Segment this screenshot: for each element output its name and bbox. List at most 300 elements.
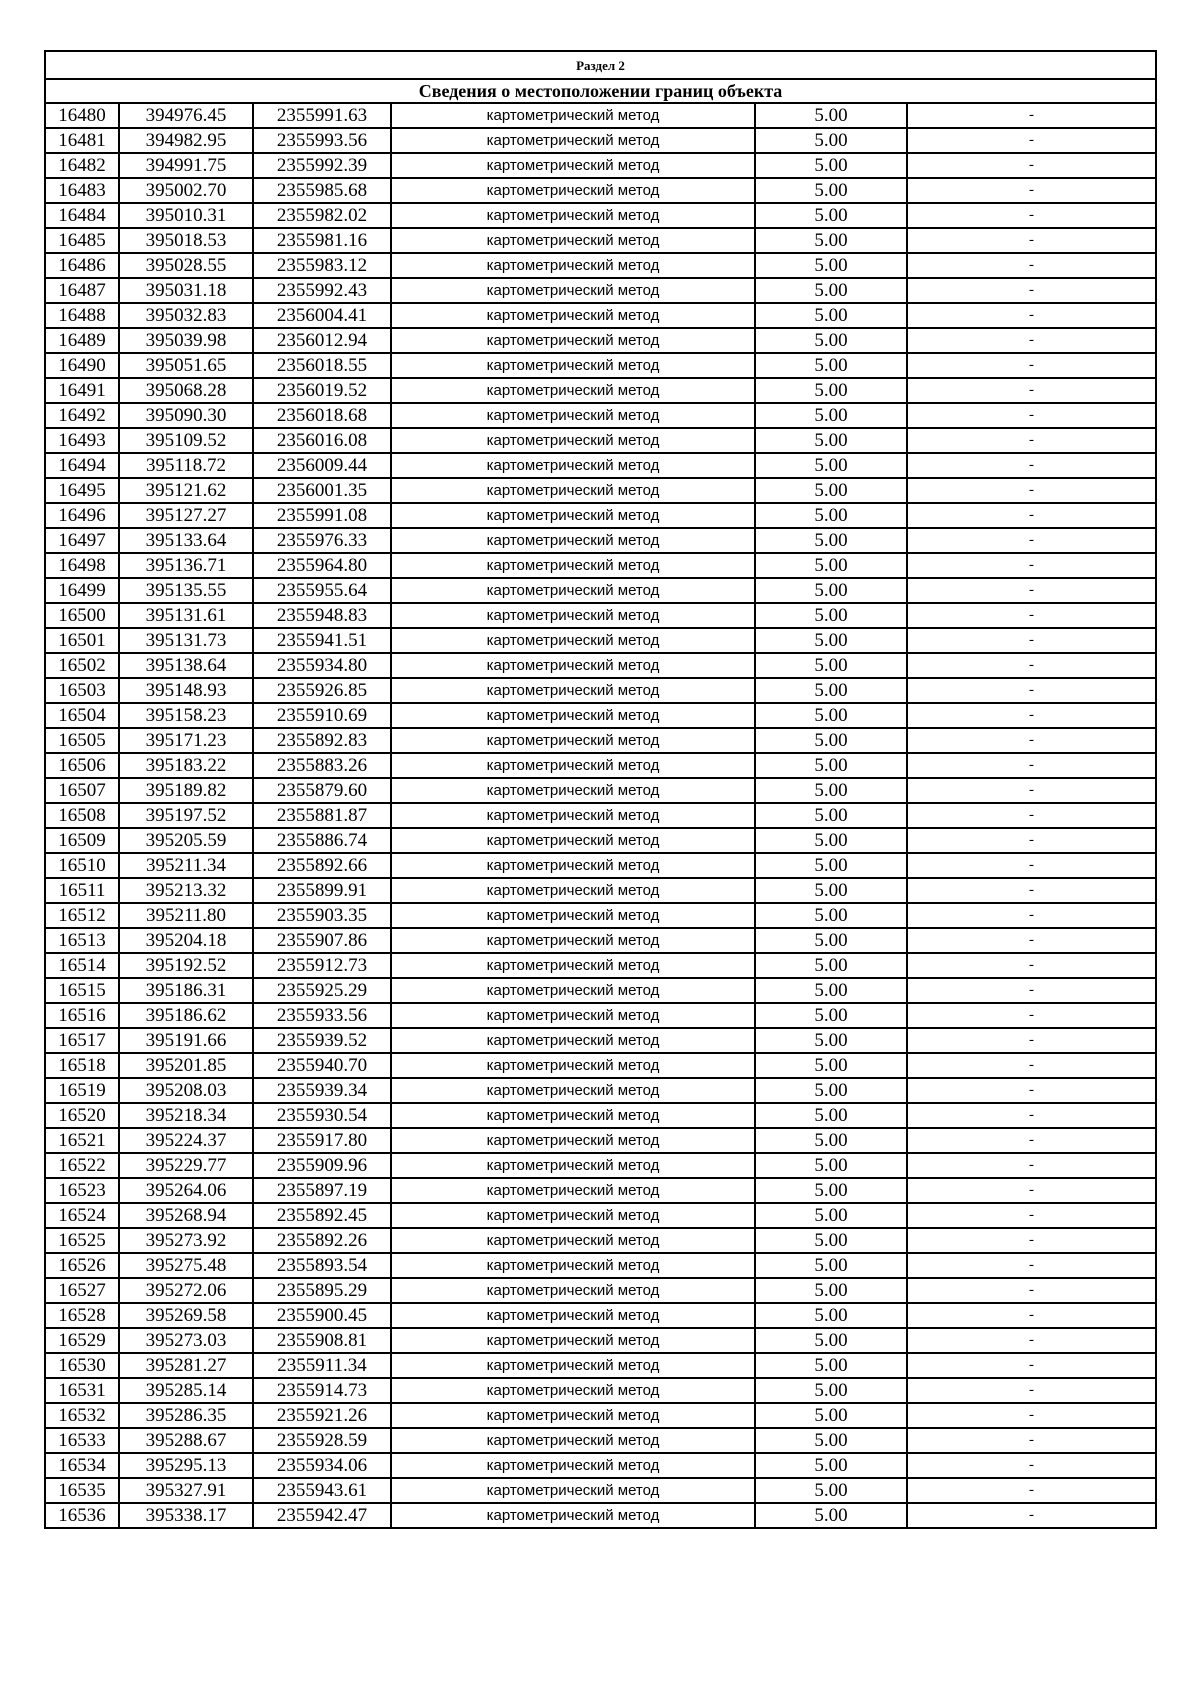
point-number-cell: 16524 <box>45 1203 119 1228</box>
point-number-cell: 16488 <box>45 303 119 328</box>
point-number-cell: 16494 <box>45 453 119 478</box>
point-number-cell: 16509 <box>45 828 119 853</box>
method-cell: картометрический метод <box>391 878 755 903</box>
y-coordinate-cell: 2355992.39 <box>253 153 391 178</box>
x-coordinate-cell: 395031.18 <box>119 278 253 303</box>
table-row <box>45 253 1156 278</box>
point-number-cell: 16518 <box>45 1053 119 1078</box>
point-number-cell: 16536 <box>45 1503 119 1528</box>
x-coordinate-cell: 395090.30 <box>119 403 253 428</box>
y-coordinate-cell: 2355993.56 <box>253 128 391 153</box>
note-cell: - <box>907 1003 1156 1028</box>
y-coordinate-cell: 2355943.61 <box>253 1478 391 1503</box>
y-coordinate-cell: 2355907.86 <box>253 928 391 953</box>
point-number-cell: 16486 <box>45 253 119 278</box>
x-coordinate-cell: 395201.85 <box>119 1053 253 1078</box>
note-cell: - <box>907 1453 1156 1478</box>
y-coordinate-cell: 2355909.96 <box>253 1153 391 1178</box>
table-title: Сведения о местоположении границ объекта <box>45 79 1156 103</box>
table-row <box>45 1328 1156 1353</box>
table-title-row <box>45 79 1156 103</box>
method-cell: картометрический метод <box>391 1178 755 1203</box>
y-coordinate-cell: 2355881.87 <box>253 803 391 828</box>
method-cell: картометрический метод <box>391 753 755 778</box>
table-row <box>45 1303 1156 1328</box>
note-cell: - <box>907 1278 1156 1303</box>
table-row <box>45 1053 1156 1078</box>
accuracy-cell: 5.00 <box>755 628 907 653</box>
y-coordinate-cell: 2355892.66 <box>253 853 391 878</box>
accuracy-cell: 5.00 <box>755 1428 907 1453</box>
table-row <box>45 1203 1156 1228</box>
accuracy-cell: 5.00 <box>755 378 907 403</box>
x-coordinate-cell: 395032.83 <box>119 303 253 328</box>
x-coordinate-cell: 395218.34 <box>119 1103 253 1128</box>
accuracy-cell: 5.00 <box>755 403 907 428</box>
point-number-cell: 16481 <box>45 128 119 153</box>
y-coordinate-cell: 2356019.52 <box>253 378 391 403</box>
x-coordinate-cell: 395281.27 <box>119 1353 253 1378</box>
method-cell: картометрический метод <box>391 553 755 578</box>
method-cell: картометрический метод <box>391 1028 755 1053</box>
x-coordinate-cell: 395135.55 <box>119 578 253 603</box>
table-row <box>45 1503 1156 1528</box>
point-number-cell: 16493 <box>45 428 119 453</box>
table-row <box>45 1253 1156 1278</box>
table-row <box>45 153 1156 178</box>
table-row <box>45 478 1156 503</box>
note-cell: - <box>907 253 1156 278</box>
accuracy-cell: 5.00 <box>755 1478 907 1503</box>
table-row <box>45 953 1156 978</box>
point-number-cell: 16480 <box>45 103 119 128</box>
y-coordinate-cell: 2356009.44 <box>253 453 391 478</box>
point-number-cell: 16517 <box>45 1028 119 1053</box>
x-coordinate-cell: 395136.71 <box>119 553 253 578</box>
accuracy-cell: 5.00 <box>755 1353 907 1378</box>
note-cell: - <box>907 778 1156 803</box>
accuracy-cell: 5.00 <box>755 478 907 503</box>
x-coordinate-cell: 395183.22 <box>119 753 253 778</box>
note-cell: - <box>907 928 1156 953</box>
y-coordinate-cell: 2355939.52 <box>253 1028 391 1053</box>
x-coordinate-cell: 395118.72 <box>119 453 253 478</box>
y-coordinate-cell: 2355897.19 <box>253 1178 391 1203</box>
y-coordinate-cell: 2355917.80 <box>253 1128 391 1153</box>
point-number-cell: 16505 <box>45 728 119 753</box>
method-cell: картометрический метод <box>391 1103 755 1128</box>
table-row <box>45 978 1156 1003</box>
point-number-cell: 16534 <box>45 1453 119 1478</box>
method-cell: картометрический метод <box>391 278 755 303</box>
point-number-cell: 16501 <box>45 628 119 653</box>
method-cell: картометрический метод <box>391 928 755 953</box>
method-cell: картометрический метод <box>391 1228 755 1253</box>
x-coordinate-cell: 395264.06 <box>119 1178 253 1203</box>
point-number-cell: 16513 <box>45 928 119 953</box>
point-number-cell: 16529 <box>45 1328 119 1353</box>
note-cell: - <box>907 903 1156 928</box>
table-row <box>45 1153 1156 1178</box>
method-cell: картометрический метод <box>391 253 755 278</box>
accuracy-cell: 5.00 <box>755 253 907 278</box>
table-row <box>45 1103 1156 1128</box>
accuracy-cell: 5.00 <box>755 1228 907 1253</box>
table-row <box>45 128 1156 153</box>
y-coordinate-cell: 2355930.54 <box>253 1103 391 1128</box>
accuracy-cell: 5.00 <box>755 1053 907 1078</box>
point-number-cell: 16484 <box>45 203 119 228</box>
x-coordinate-cell: 395039.98 <box>119 328 253 353</box>
note-cell: - <box>907 403 1156 428</box>
y-coordinate-cell: 2355939.34 <box>253 1078 391 1103</box>
table-row <box>45 1003 1156 1028</box>
y-coordinate-cell: 2355940.70 <box>253 1053 391 1078</box>
method-cell: картометрический метод <box>391 803 755 828</box>
table-row <box>45 803 1156 828</box>
y-coordinate-cell: 2355899.91 <box>253 878 391 903</box>
method-cell: картометрический метод <box>391 853 755 878</box>
y-coordinate-cell: 2355985.68 <box>253 178 391 203</box>
note-cell: - <box>907 578 1156 603</box>
method-cell: картометрический метод <box>391 1378 755 1403</box>
method-cell: картометрический метод <box>391 478 755 503</box>
table-row <box>45 1428 1156 1453</box>
accuracy-cell: 5.00 <box>755 953 907 978</box>
accuracy-cell: 5.00 <box>755 528 907 553</box>
accuracy-cell: 5.00 <box>755 153 907 178</box>
y-coordinate-cell: 2355955.64 <box>253 578 391 603</box>
note-cell: - <box>907 853 1156 878</box>
accuracy-cell: 5.00 <box>755 678 907 703</box>
x-coordinate-cell: 395295.13 <box>119 1453 253 1478</box>
note-cell: - <box>907 728 1156 753</box>
note-cell: - <box>907 453 1156 478</box>
point-number-cell: 16532 <box>45 1403 119 1428</box>
point-number-cell: 16491 <box>45 378 119 403</box>
x-coordinate-cell: 395197.52 <box>119 803 253 828</box>
table-row <box>45 1078 1156 1103</box>
x-coordinate-cell: 395211.34 <box>119 853 253 878</box>
point-number-cell: 16482 <box>45 153 119 178</box>
point-number-cell: 16522 <box>45 1153 119 1178</box>
x-coordinate-cell: 395131.73 <box>119 628 253 653</box>
y-coordinate-cell: 2355942.47 <box>253 1503 391 1528</box>
note-cell: - <box>907 178 1156 203</box>
y-coordinate-cell: 2356001.35 <box>253 478 391 503</box>
point-number-cell: 16528 <box>45 1303 119 1328</box>
table-row <box>45 1403 1156 1428</box>
y-coordinate-cell: 2355892.26 <box>253 1228 391 1253</box>
y-coordinate-cell: 2355900.45 <box>253 1303 391 1328</box>
accuracy-cell: 5.00 <box>755 128 907 153</box>
x-coordinate-cell: 395211.80 <box>119 903 253 928</box>
y-coordinate-cell: 2355933.56 <box>253 1003 391 1028</box>
method-cell: картометрический метод <box>391 1278 755 1303</box>
note-cell: - <box>907 1428 1156 1453</box>
accuracy-cell: 5.00 <box>755 103 907 128</box>
note-cell: - <box>907 228 1156 253</box>
x-coordinate-cell: 395272.06 <box>119 1278 253 1303</box>
accuracy-cell: 5.00 <box>755 1128 907 1153</box>
document-page <box>44 50 1155 1529</box>
method-cell: картометрический метод <box>391 1253 755 1278</box>
y-coordinate-cell: 2355912.73 <box>253 953 391 978</box>
method-cell: картометрический метод <box>391 128 755 153</box>
method-cell: картометрический метод <box>391 228 755 253</box>
point-number-cell: 16502 <box>45 653 119 678</box>
accuracy-cell: 5.00 <box>755 1278 907 1303</box>
note-cell: - <box>907 1128 1156 1153</box>
accuracy-cell: 5.00 <box>755 1453 907 1478</box>
section-header-row <box>45 51 1156 79</box>
method-cell: картометрический метод <box>391 628 755 653</box>
x-coordinate-cell: 395338.17 <box>119 1503 253 1528</box>
accuracy-cell: 5.00 <box>755 303 907 328</box>
note-cell: - <box>907 653 1156 678</box>
table-row <box>45 778 1156 803</box>
point-number-cell: 16527 <box>45 1278 119 1303</box>
table-row <box>45 603 1156 628</box>
note-cell: - <box>907 703 1156 728</box>
x-coordinate-cell: 395189.82 <box>119 778 253 803</box>
method-cell: картометрический метод <box>391 153 755 178</box>
method-cell: картометрический метод <box>391 1478 755 1503</box>
method-cell: картометрический метод <box>391 653 755 678</box>
y-coordinate-cell: 2355914.73 <box>253 1378 391 1403</box>
table-row <box>45 678 1156 703</box>
x-coordinate-cell: 395273.03 <box>119 1328 253 1353</box>
point-number-cell: 16495 <box>45 478 119 503</box>
note-cell: - <box>907 953 1156 978</box>
x-coordinate-cell: 395191.66 <box>119 1028 253 1053</box>
note-cell: - <box>907 1178 1156 1203</box>
method-cell: картометрический метод <box>391 1203 755 1228</box>
y-coordinate-cell: 2355941.51 <box>253 628 391 653</box>
note-cell: - <box>907 553 1156 578</box>
accuracy-cell: 5.00 <box>755 928 907 953</box>
note-cell: - <box>907 1053 1156 1078</box>
table-row <box>45 378 1156 403</box>
x-coordinate-cell: 395068.28 <box>119 378 253 403</box>
method-cell: картометрический метод <box>391 903 755 928</box>
note-cell: - <box>907 103 1156 128</box>
table-row <box>45 1478 1156 1503</box>
method-cell: картометрический метод <box>391 1128 755 1153</box>
x-coordinate-cell: 395205.59 <box>119 828 253 853</box>
note-cell: - <box>907 353 1156 378</box>
y-coordinate-cell: 2355976.33 <box>253 528 391 553</box>
point-number-cell: 16483 <box>45 178 119 203</box>
note-cell: - <box>907 478 1156 503</box>
accuracy-cell: 5.00 <box>755 503 907 528</box>
note-cell: - <box>907 203 1156 228</box>
table-row <box>45 228 1156 253</box>
accuracy-cell: 5.00 <box>755 828 907 853</box>
method-cell: картометрический метод <box>391 828 755 853</box>
boundary-coordinates-table <box>44 50 1157 1529</box>
method-cell: картометрический метод <box>391 1428 755 1453</box>
y-coordinate-cell: 2355892.45 <box>253 1203 391 1228</box>
x-coordinate-cell: 395109.52 <box>119 428 253 453</box>
note-cell: - <box>907 1078 1156 1103</box>
accuracy-cell: 5.00 <box>755 703 907 728</box>
note-cell: - <box>907 828 1156 853</box>
accuracy-cell: 5.00 <box>755 1503 907 1528</box>
note-cell: - <box>907 1403 1156 1428</box>
accuracy-cell: 5.00 <box>755 428 907 453</box>
accuracy-cell: 5.00 <box>755 1153 907 1178</box>
point-number-cell: 16519 <box>45 1078 119 1103</box>
x-coordinate-cell: 395208.03 <box>119 1078 253 1103</box>
note-cell: - <box>907 603 1156 628</box>
accuracy-cell: 5.00 <box>755 728 907 753</box>
table-row <box>45 103 1156 128</box>
accuracy-cell: 5.00 <box>755 1028 907 1053</box>
note-cell: - <box>907 1253 1156 1278</box>
method-cell: картометрический метод <box>391 378 755 403</box>
point-number-cell: 16535 <box>45 1478 119 1503</box>
point-number-cell: 16506 <box>45 753 119 778</box>
point-number-cell: 16489 <box>45 328 119 353</box>
table-row <box>45 428 1156 453</box>
note-cell: - <box>907 753 1156 778</box>
point-number-cell: 16523 <box>45 1178 119 1203</box>
x-coordinate-cell: 395127.27 <box>119 503 253 528</box>
table-row <box>45 1278 1156 1303</box>
x-coordinate-cell: 395010.31 <box>119 203 253 228</box>
accuracy-cell: 5.00 <box>755 453 907 478</box>
note-cell: - <box>907 153 1156 178</box>
y-coordinate-cell: 2355992.43 <box>253 278 391 303</box>
method-cell: картометрический метод <box>391 728 755 753</box>
y-coordinate-cell: 2355895.29 <box>253 1278 391 1303</box>
method-cell: картометрический метод <box>391 703 755 728</box>
method-cell: картометрический метод <box>391 778 755 803</box>
point-number-cell: 16512 <box>45 903 119 928</box>
note-cell: - <box>907 803 1156 828</box>
note-cell: - <box>907 1503 1156 1528</box>
x-coordinate-cell: 395133.64 <box>119 528 253 553</box>
point-number-cell: 16487 <box>45 278 119 303</box>
point-number-cell: 16533 <box>45 1428 119 1453</box>
method-cell: картометрический метод <box>391 1053 755 1078</box>
table-row <box>45 1178 1156 1203</box>
point-number-cell: 16496 <box>45 503 119 528</box>
method-cell: картометрический метод <box>391 453 755 478</box>
accuracy-cell: 5.00 <box>755 653 907 678</box>
y-coordinate-cell: 2355991.08 <box>253 503 391 528</box>
x-coordinate-cell: 395273.92 <box>119 1228 253 1253</box>
x-coordinate-cell: 395269.58 <box>119 1303 253 1328</box>
table-row <box>45 303 1156 328</box>
x-coordinate-cell: 394991.75 <box>119 153 253 178</box>
method-cell: картометрический метод <box>391 203 755 228</box>
table-row <box>45 453 1156 478</box>
y-coordinate-cell: 2355928.59 <box>253 1428 391 1453</box>
method-cell: картометрический метод <box>391 978 755 1003</box>
point-number-cell: 16508 <box>45 803 119 828</box>
point-number-cell: 16507 <box>45 778 119 803</box>
method-cell: картометрический метод <box>391 1303 755 1328</box>
table-row <box>45 1353 1156 1378</box>
y-coordinate-cell: 2355883.26 <box>253 753 391 778</box>
note-cell: - <box>907 878 1156 903</box>
method-cell: картометрический метод <box>391 353 755 378</box>
accuracy-cell: 5.00 <box>755 1378 907 1403</box>
note-cell: - <box>907 303 1156 328</box>
table-row <box>45 903 1156 928</box>
x-coordinate-cell: 395148.93 <box>119 678 253 703</box>
method-cell: картометрический метод <box>391 403 755 428</box>
y-coordinate-cell: 2355921.26 <box>253 1403 391 1428</box>
accuracy-cell: 5.00 <box>755 853 907 878</box>
x-coordinate-cell: 395158.23 <box>119 703 253 728</box>
table-row <box>45 278 1156 303</box>
accuracy-cell: 5.00 <box>755 778 907 803</box>
y-coordinate-cell: 2355911.34 <box>253 1353 391 1378</box>
accuracy-cell: 5.00 <box>755 903 907 928</box>
x-coordinate-cell: 395171.23 <box>119 728 253 753</box>
y-coordinate-cell: 2355886.74 <box>253 828 391 853</box>
x-coordinate-cell: 395028.55 <box>119 253 253 278</box>
y-coordinate-cell: 2355964.80 <box>253 553 391 578</box>
method-cell: картометрический метод <box>391 328 755 353</box>
table-row <box>45 703 1156 728</box>
point-number-cell: 16499 <box>45 578 119 603</box>
table-row <box>45 653 1156 678</box>
accuracy-cell: 5.00 <box>755 353 907 378</box>
y-coordinate-cell: 2355981.16 <box>253 228 391 253</box>
y-coordinate-cell: 2355893.54 <box>253 1253 391 1278</box>
x-coordinate-cell: 395327.91 <box>119 1478 253 1503</box>
x-coordinate-cell: 395051.65 <box>119 353 253 378</box>
y-coordinate-cell: 2355910.69 <box>253 703 391 728</box>
point-number-cell: 16492 <box>45 403 119 428</box>
y-coordinate-cell: 2356012.94 <box>253 328 391 353</box>
accuracy-cell: 5.00 <box>755 1103 907 1128</box>
accuracy-cell: 5.00 <box>755 553 907 578</box>
accuracy-cell: 5.00 <box>755 1203 907 1228</box>
note-cell: - <box>907 503 1156 528</box>
y-coordinate-cell: 2355908.81 <box>253 1328 391 1353</box>
note-cell: - <box>907 328 1156 353</box>
accuracy-cell: 5.00 <box>755 1078 907 1103</box>
table-row <box>45 553 1156 578</box>
x-coordinate-cell: 395285.14 <box>119 1378 253 1403</box>
point-number-cell: 16510 <box>45 853 119 878</box>
table-row <box>45 578 1156 603</box>
note-cell: - <box>907 1353 1156 1378</box>
x-coordinate-cell: 395224.37 <box>119 1128 253 1153</box>
accuracy-cell: 5.00 <box>755 978 907 1003</box>
y-coordinate-cell: 2355983.12 <box>253 253 391 278</box>
note-cell: - <box>907 1228 1156 1253</box>
point-number-cell: 16511 <box>45 878 119 903</box>
section-label: Раздел 2 <box>45 51 1156 79</box>
accuracy-cell: 5.00 <box>755 1403 907 1428</box>
table-row <box>45 178 1156 203</box>
point-number-cell: 16530 <box>45 1353 119 1378</box>
accuracy-cell: 5.00 <box>755 1003 907 1028</box>
table-row <box>45 328 1156 353</box>
table-row <box>45 353 1156 378</box>
note-cell: - <box>907 1303 1156 1328</box>
accuracy-cell: 5.00 <box>755 328 907 353</box>
method-cell: картометрический метод <box>391 578 755 603</box>
y-coordinate-cell: 2355925.29 <box>253 978 391 1003</box>
y-coordinate-cell: 2355926.85 <box>253 678 391 703</box>
